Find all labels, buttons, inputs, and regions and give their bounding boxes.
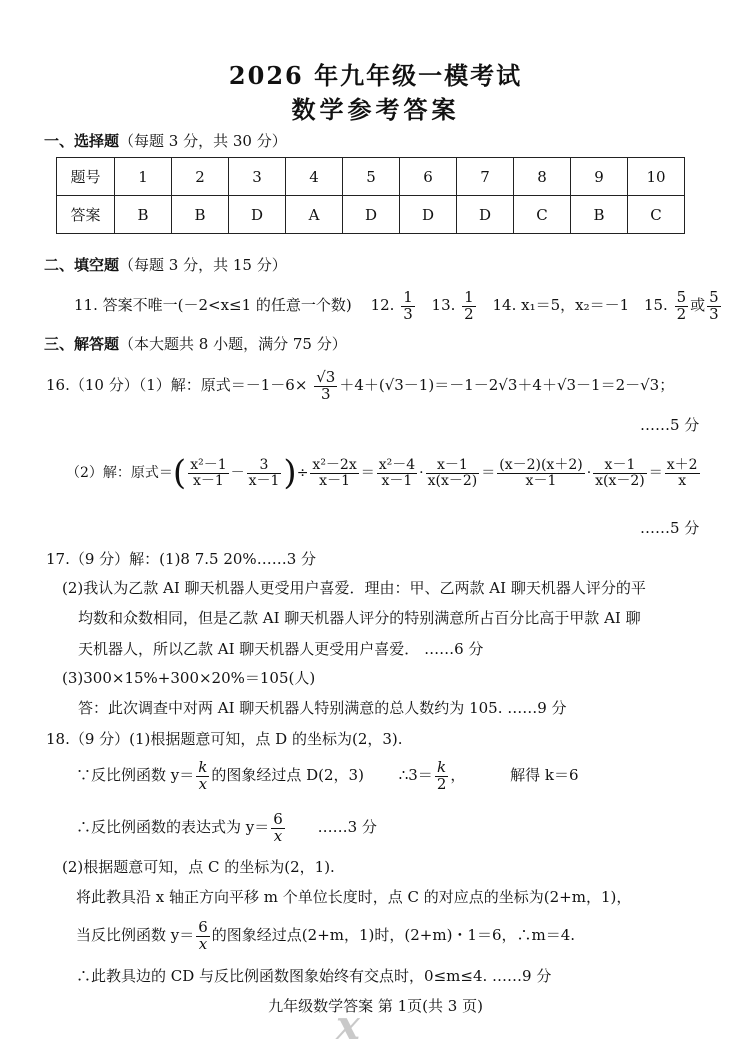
table-cell: D: [343, 196, 400, 234]
table-cell: B: [571, 196, 628, 234]
q11-answer: 11. 答案不唯一(－2<x≤1 的任意一个数): [74, 296, 352, 314]
table-cell: 1: [115, 158, 172, 196]
q17-line2: (2)我认为乙款 AI 聊天机器人更受用户喜爱．理由：甲、乙两款 AI 聊天机器人评分的平: [62, 579, 646, 597]
table-cell: B: [115, 196, 172, 234]
q18-line6: 当反比例函数 y＝ $\frac{6}{x}$ 的图象经过点(2+m，1)时，(2+m)・1＝6，∴m＝4.: [76, 917, 576, 953]
watermark-logo: x: [336, 1002, 360, 1049]
page-title: 2026 年九年级一模考试: [228, 61, 523, 90]
table-cell: D: [229, 196, 286, 234]
table-header-answer: 答案: [57, 196, 115, 234]
table-header-number: 题号: [57, 158, 115, 196]
q16-p2-frac-e: $\frac{x-1}{x(x-2)}$: [427, 456, 478, 489]
table-cell: D: [400, 196, 457, 234]
q16-p2-frac-b: $\frac{3}{x-1}$: [248, 456, 280, 489]
table-cell: C: [514, 196, 571, 234]
q16-p2-intro: （2）解：原式＝: [66, 465, 173, 481]
q17-line6: 答：此次调查中对两 AI 聊天机器人特别满意的总人数约为 105. ……9 分: [78, 699, 567, 717]
q18-frac-k-over-x: $\frac{k}{x}$: [198, 757, 208, 793]
q12-fraction: $\frac{1}{3}$: [403, 287, 413, 323]
page-footer: 九年级数学答案 第 1页(共 3 页): [268, 997, 483, 1015]
q15-fraction-2: $\frac{5}{3}$: [709, 287, 719, 323]
q18-frac-6-over-x-2: $\frac{6}{x}$: [198, 917, 208, 953]
q15-or: 或: [690, 296, 706, 314]
q18-line2: ∵反比例函数 y＝ $\frac{k}{x}$ 的图象经过点 D(2，3) ∴3＝ $\frac{k}{2}$ ， 解得 k＝6: [76, 757, 579, 793]
table-cell: 5: [343, 158, 400, 196]
q18-line5: 将此教具沿 x 轴正方向平移 m 个单位长度时，点 C 的对应点的坐标为(2+m，1)，: [76, 888, 632, 906]
table-cell: 10: [628, 158, 685, 196]
answer-table: [56, 157, 685, 234]
q16-part2: （2）解：原式＝( $\frac{\text{x²－1}}{x-1}$ － $\frac{3}{x-1}$ )÷ $\frac{\text{x²－2x}}{x-1}$ ＝ $\frac{\text{x²－4}}{x-1}$ · $\frac{x-1}{x(x-2)}$ ＝ $\frac{(x-2)(x+2)}{x-1}$ · $\frac{x-1}{x(x-2)}$ ＝ $\frac{x+2}{x}$: [66, 453, 698, 493]
table-cell: C: [628, 196, 685, 234]
section-1-heading: 一、选择题（每题 3 分，共 30 分）: [44, 132, 287, 150]
q16-p2-frac-h: $\frac{x+2}{x}$: [666, 456, 698, 489]
page-subtitle: 数学参考答案: [291, 95, 460, 124]
q16-p2-score: ……5 分: [640, 519, 700, 537]
table-row-numbers: [57, 158, 685, 196]
section-3-heading: 三、解答题（本大题共 8 小题，满分 75 分）: [44, 335, 347, 353]
table-cell: A: [286, 196, 343, 234]
q17-line5: (3)300×15%+300×20%＝105(人): [62, 669, 316, 687]
q17-line1: 17.（9 分）解：(1)8 7.5 20%……3 分: [46, 550, 317, 568]
table-cell: 3: [229, 158, 286, 196]
q18-frac-k-over-2: $\frac{k}{2}$: [436, 757, 447, 793]
table-cell: 6: [400, 158, 457, 196]
q16-p2-frac-a: $\frac{\text{x²－1}}{x-1}$: [190, 456, 227, 489]
q16-p2-frac-g: $\frac{x-1}{x(x-2)}$: [595, 456, 645, 489]
table-cell: B: [172, 196, 229, 234]
q18-line7: ∴此教具边的 CD 与反比例函数图象始终有交点时，0≤m≤4. ……9 分: [76, 967, 552, 985]
q16-p1-fraction: $\frac{√3}{3}$: [316, 367, 336, 403]
q13-fraction: $\frac{1}{2}$: [464, 287, 474, 323]
table-row-answers: [57, 196, 685, 234]
table-cell: 9: [571, 158, 628, 196]
q16-p2-frac-d: $\frac{\text{x²－4}}{x-1}$: [378, 456, 416, 489]
q15-fraction-1: $\frac{5}{2}$: [676, 287, 687, 323]
q16-label: 16.（10 分）: [46, 376, 139, 394]
fill-answers-row: [74, 283, 723, 327]
q16-p1-intro: （1）解：原式＝－1－6×: [138, 376, 308, 394]
section-2-heading: 二、填空题（每题 3 分，共 15 分）: [44, 256, 287, 274]
q16-p2-frac-f: $\frac{(x-2)(x+2)}{x-1}$: [499, 456, 583, 489]
q17-line3: 均数和众数相同，但是乙款 AI 聊天机器人评分的特别满意所占百分比高于甲款 AI 聊: [78, 609, 641, 627]
table-cell: 7: [457, 158, 514, 196]
table-cell: 8: [514, 158, 571, 196]
table-cell: 4: [286, 158, 343, 196]
table-cell: D: [457, 196, 514, 234]
q16-p2-frac-c: $\frac{\text{x²－2x}}{x-1}$: [312, 456, 357, 489]
q13-label: 13.: [431, 296, 456, 314]
q18-line4: (2)根据题意可知，点 C 的坐标为(2，1).: [62, 858, 335, 876]
q12-label: 12.: [370, 296, 395, 314]
q16-part1: [46, 360, 674, 410]
q18-frac-6-over-x: $\frac{6}{x}$: [273, 809, 283, 845]
q18-line3: ∴反比例函数的表达式为 y＝ $\frac{6}{x}$ ……3 分: [76, 809, 377, 845]
q16-p1-rest: ＋4＋(√3－1)＝－1－2√3＋4＋√3－1＝2－√3；: [339, 376, 675, 394]
q16-p1-score: ……5 分: [640, 416, 700, 434]
q17-line4: 天机器人，所以乙款 AI 聊天机器人更受用户喜爱． ……6 分: [78, 640, 484, 658]
q14-answer: 14. x₁＝5，x₂＝－1: [492, 296, 630, 314]
table-cell: 2: [172, 158, 229, 196]
q18-line1: 18.（9 分）(1)根据题意可知，点 D 的坐标为(2，3).: [46, 730, 403, 748]
q15-label: 15.: [643, 296, 668, 314]
